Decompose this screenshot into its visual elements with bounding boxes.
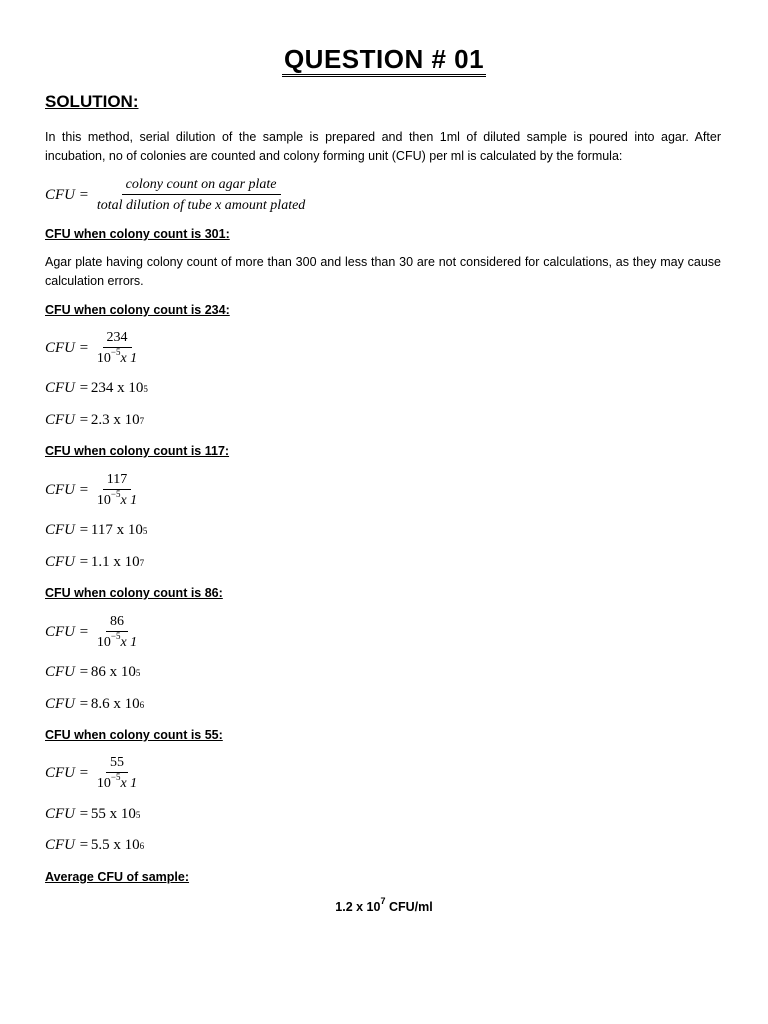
page-title: QUESTION # 01 [0, 44, 768, 77]
denominator: $10^{-5}x$ 1 [96, 631, 138, 650]
step2-equation-86: CFU = 8.6 x 10 6 [45, 696, 145, 712]
section-heading-301: CFU when colony count is 301: [45, 227, 230, 241]
step1-equation-86: CFU = 86 x 10 5 [45, 664, 141, 680]
step2-equation-55: CFU = 5.5 x 10 6 [45, 837, 145, 853]
section-heading-86: CFU when colony count is 86: [45, 586, 223, 600]
denominator: $10^{-5}x$ 1 [96, 489, 138, 508]
solution-label: SOLUTION: [45, 92, 139, 111]
fraction-equation-55: CFU = $\frac{55}{10^{-5}x 1}$ [45, 754, 141, 792]
section-heading-117: CFU when colony count is 117: [45, 444, 230, 458]
intro-paragraph: In this method, serial dilution of the sample is prepared and then 1ml of diluted sample is poured into agar. After incubation, no of colonies are counted and colony forming unit (CFU) per ml is calculated by the formula: [45, 130, 721, 163]
formula-fraction [93, 176, 309, 214]
section-heading-55: CFU when colony count is 55: [45, 728, 223, 742]
formula-lhs: CFU = [45, 186, 89, 203]
fraction-equation-234: CFU = $\frac{234}{10^{-5}x 1}$ [45, 329, 141, 367]
numerator: 86 [106, 613, 128, 632]
average-heading: Average CFU of sample: [45, 870, 190, 884]
step1-equation-117: CFU = 117 x 10 5 [45, 522, 148, 538]
average-cfu-value: 1.2 x $10^7$ CFU/ml [335, 896, 433, 914]
step1-equation-234: CFU = 234 x 10 5 [45, 380, 148, 396]
denominator: $10^{-5}x$ 1 [96, 772, 138, 791]
fraction-equation-117: CFU = $\frac{117}{10^{-5}x 1}$ [45, 471, 141, 509]
numerator: 117 [103, 471, 131, 490]
section-note-301: Agar plate having colony count of more than 300 and less than 30 are not considered for calculations, as they may cause calculation errors. [45, 255, 721, 288]
step2-equation-234: CFU = 2.3 x 10 7 [45, 412, 145, 428]
fraction-equation-86: CFU = $\frac{86}{10^{-5}x 1}$ [45, 613, 141, 651]
formula-numerator: colony count on agar plate [122, 176, 281, 195]
formula-denominator: total dilution of tube x amount plated [96, 198, 306, 213]
numerator: 55 [106, 754, 128, 773]
section-heading-234: CFU when colony count is 234: [45, 303, 230, 317]
step1-equation-55: CFU = 55 x 10 5 [45, 806, 141, 822]
numerator: 234 [103, 329, 132, 348]
step2-equation-117: CFU = 1.1 x 10 7 [45, 554, 145, 570]
denominator: $10^{-5}x$ 1 [96, 347, 138, 366]
cfu-formula [45, 176, 309, 214]
